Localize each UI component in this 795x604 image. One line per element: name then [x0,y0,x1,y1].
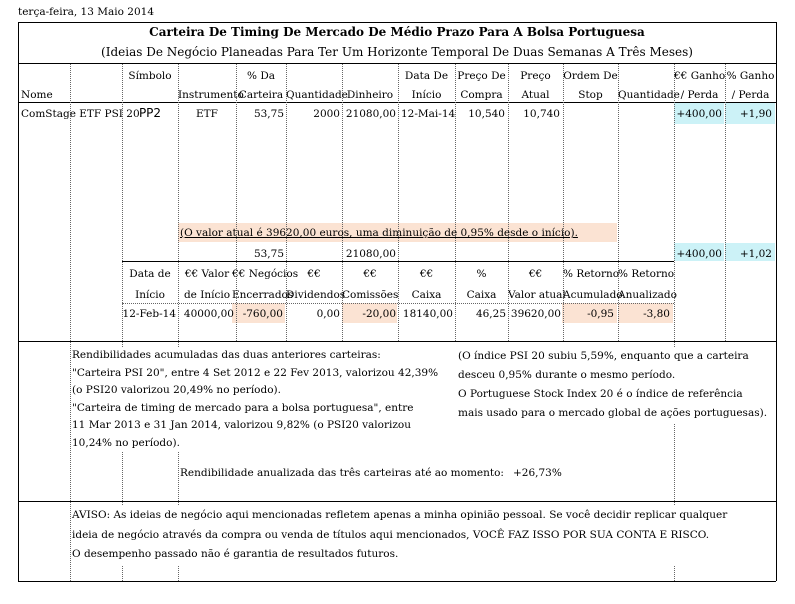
sum-header-pct-caixa-1: % [476,268,487,280]
page-subtitle: (Ideias De Negócio Planeadas Para Ter Um Horizonte Temporal De Duas Semanas A Três Meses) [101,45,693,59]
header-ganho-eur-2: / Perda [680,89,719,101]
perf-left-block [72,347,438,452]
sum-header-dividendos-2: Dividendos [286,289,346,301]
position-dinheiro: 21080,00 [345,108,396,120]
sum-header-pct-caixa-2: Caixa [466,289,497,301]
position-nome: ComStage ETF PSI 20 [21,108,140,120]
header-ordem-stop-2: Stop [578,89,603,101]
position-ganho-eur: +400,00 [676,108,722,120]
header-preco-compra-1: Preço De [457,70,506,82]
position-data-inicio: 12-Mai-14 [401,108,456,120]
perf-right-line: mais usado para o mercado global de ações portuguesas). [458,407,768,419]
perf-left-line: Rendibilidades acumuladas das duas anteriores carteiras: [72,349,381,361]
sum-comissoes: -20,00 [362,308,396,320]
sum-header-data-1: Data de [129,268,171,280]
disclaimer-line: O desempenho passado não é garantia de resultados futuros. [72,548,399,560]
header-instrumento: Instrumento [178,89,244,101]
header-data-inicio-1: Data De [404,70,449,82]
sum-header-comissoes-2: Comissões [342,289,399,301]
disclaimer-block [72,506,727,565]
position-ganho-pct: +1,90 [739,108,772,120]
total-ganho-pct: +1,02 [739,248,772,260]
sum-header-valor-atual-1: €€ [528,268,543,280]
annualized-label: Rendibilidade anualizada das três carteiras até ao momento: [180,467,504,479]
position-quantidade: 2000 [313,108,340,120]
sum-negocios: -760,00 [242,308,283,320]
header-ordem-stop-1: Ordem De [563,70,618,82]
sum-header-valor-2: de Início [183,289,231,301]
header-pct-carteira-2: Carteira [238,89,284,101]
header-simbolo: Símbolo [128,70,172,82]
header-nome: Nome [21,89,53,101]
sum-header-negocios-2: Encerrados [232,289,294,301]
total-pct-carteira: 53,75 [253,248,284,260]
sum-data-inicio: 12-Feb-14 [122,308,176,320]
header-ganho-pct-1: % Ganho [726,70,775,82]
position-preco-atual: 10,740 [523,108,560,120]
annualized-value: +26,73% [513,467,562,479]
perf-left-line: "Carteira de timing de mercado para a bolsa portuguesa", entre [72,401,414,414]
perf-left-line: 10,24% no período). [72,436,180,449]
note-current-value: (O valor atual é 39620,00 euros, uma diminuição de 0,95% desde o início). [180,227,578,239]
header-preco-atual-2: Atual [521,89,550,101]
sum-header-caixa-2: Caixa [411,289,442,301]
sum-header-valor-atual-2: Valor atual [508,289,566,301]
perf-right-line: desceu 0,95% durante o mesmo período. [458,369,676,381]
sum-caixa: 18140,00 [402,308,453,320]
perf-right-line: (O índice PSI 20 subiu 5,59%, enquanto que a carteira [458,350,749,362]
sum-header-dividendos-1: €€ [307,268,321,280]
perf-right-block [458,347,767,423]
perf-left-line: 11 Mar 2013 e 31 Jan 2014, valorizou 9,82% (o PSI20 valorizou [72,419,411,431]
position-instrumento: ETF [196,108,218,120]
perf-left-line: (o PSI20 valorizou 20,49% no período). [72,384,281,396]
perf-right-line: O Portuguese Stock Index 20 é o índice de referência [458,388,743,400]
sum-header-comissoes-1: €€ [363,268,377,280]
sum-header-ret-acum-1: % Retorno [563,268,620,280]
sum-header-negocios-1: €€ Negócios [232,268,299,280]
position-preco-compra: 10,540 [468,108,505,120]
header-data-inicio-2: Início [411,89,442,101]
sum-header-ret-anual-1: % Retorno [618,268,675,280]
sum-pct-caixa: 46,25 [475,308,506,320]
total-ganho-eur: +400,00 [676,248,722,260]
sum-header-caixa-1: €€ [419,268,434,280]
disclaimer-line: AVISO: As ideias de negócio aqui mencionadas refletem apenas a minha opinião pessoal. Se você decidir replicar qualquer [72,509,728,521]
sum-ret-anual: -3,80 [643,308,670,320]
header-preco-atual-1: Preço [520,70,551,82]
header-preco-compra-2: Compra [460,89,503,101]
total-dinheiro: 21080,00 [345,248,396,260]
perf-left-line: "Carteira PSI 20", entre 4 Set 2012 e 22 Fev 2013, valorizou 42,39% [72,366,439,379]
sum-ret-acum: -0,95 [587,308,614,320]
position-simbolo: PP2 [138,106,162,120]
disclaimer-line: ideia de negócio através da compra ou venda de títulos aqui mencionados, VOCÊ FAZ ISSO POR SUA CONTA E RISCO. [72,528,710,541]
sum-dividendos: 0,00 [316,308,340,320]
sum-header-data-2: Início [135,289,165,301]
header-quantidade: Quantidade [286,89,348,101]
page-title: Carteira De Timing De Mercado De Médio Prazo Para A Bolsa Portuguesa [149,25,645,39]
sum-header-ret-anual-2: Anualizado [618,289,677,301]
header-quantidade2: Quantidade [618,89,680,101]
header-ganho-eur-1: €€ Ganho [674,70,726,82]
header-pct-carteira-1: % Da [247,70,275,82]
header-dinheiro: Dinheiro [346,89,394,101]
header-ganho-pct-2: / Perda [731,89,770,101]
sum-header-valor-1: €€ Valor [184,268,230,280]
sum-valor-inicio: 40000,00 [183,308,234,320]
position-pct-carteira: 53,75 [253,108,284,120]
sum-header-ret-acum-2: Acumulado [563,289,623,301]
date-label: terça-feira, 13 Maio 2014 [18,6,155,18]
sum-valor-atual: 39620,00 [510,308,561,320]
